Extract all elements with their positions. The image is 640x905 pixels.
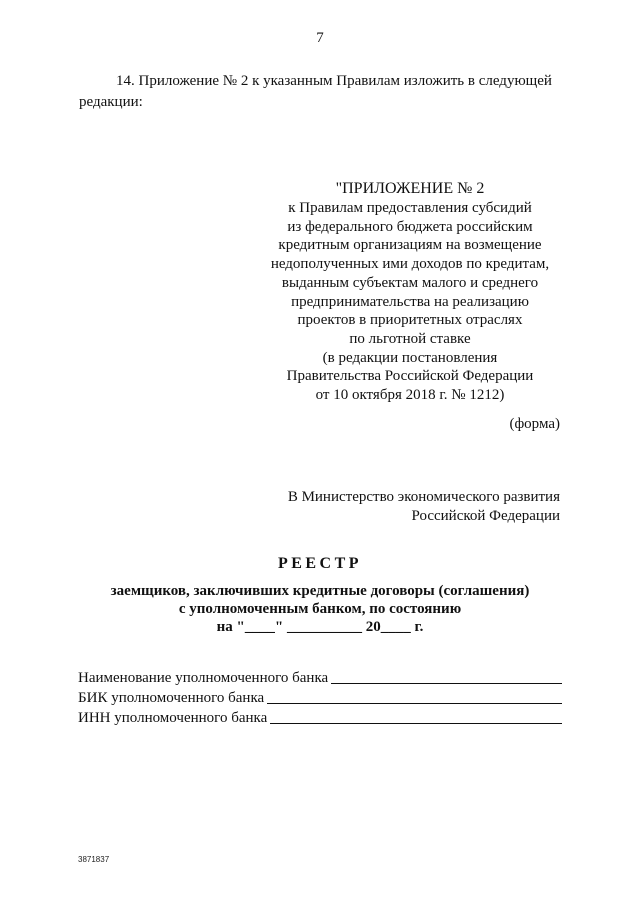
appendix-line: кредитным организациям на возмещение xyxy=(278,237,542,254)
page-number: 7 xyxy=(316,30,324,46)
appendix-line: к Правилам предоставления субсидий xyxy=(288,200,532,216)
document-code: 3871837 xyxy=(78,855,110,864)
appendix-line: проектов в приоритетных отраслях xyxy=(297,312,523,329)
addressee-line-1: В Министерство экономического развития xyxy=(287,489,560,505)
bank-name-row xyxy=(78,667,562,687)
appendix-line: предпринимательства на реализацию xyxy=(291,293,529,310)
appendix-title: "ПРИЛОЖЕНИЕ № 2 xyxy=(335,180,485,197)
registry-subtitle xyxy=(0,582,640,636)
registry-subtitle-line-2: с уполномоченным банком, по состоянию xyxy=(178,601,462,617)
bank-bik-row xyxy=(78,687,562,707)
appendix-line: (в редакции постановления xyxy=(322,349,498,366)
intro-line-2: редакции: xyxy=(79,94,143,110)
registry-title: РЕЕСТР xyxy=(277,555,363,572)
intro-line-1: 14. Приложение № 2 к указанным Правилам изложить в следующей xyxy=(116,73,552,89)
bank-bik-label: БИК уполномоченного банка xyxy=(78,690,265,706)
bank-inn-blank[interactable] xyxy=(270,709,562,724)
registry-subtitle-line-1: заемщиков, заключивших кредитные договоры (соглашения) xyxy=(110,583,530,599)
appendix-line: выданным субъектам малого и среднего xyxy=(281,274,539,291)
appendix-line: по льготной ставке xyxy=(349,330,471,347)
appendix-line: от 10 октября 2018 г. № 1212) xyxy=(315,387,505,404)
appendix-line: Правительства Российской Федерации xyxy=(286,368,534,385)
bank-name-blank[interactable] xyxy=(331,669,562,684)
intro-paragraph xyxy=(79,71,563,113)
addressee-line-2: Российской Федерации xyxy=(411,508,560,524)
bank-name-label: Наименование уполномоченного банка xyxy=(78,670,329,686)
bank-fields xyxy=(78,667,562,727)
registry-date-line: на "____" __________ 20____ г. xyxy=(216,619,424,635)
bank-inn-row xyxy=(78,707,562,727)
form-label: (форма) xyxy=(509,416,560,432)
bank-bik-blank[interactable] xyxy=(267,689,562,704)
addressee-block xyxy=(288,488,560,526)
appendix-header xyxy=(260,178,560,405)
bank-inn-label: ИНН уполномоченного банка xyxy=(78,710,268,726)
appendix-line: недополученных ими доходов по кредитам, xyxy=(270,256,550,273)
appendix-line: из федерального бюджета российским xyxy=(287,218,533,235)
